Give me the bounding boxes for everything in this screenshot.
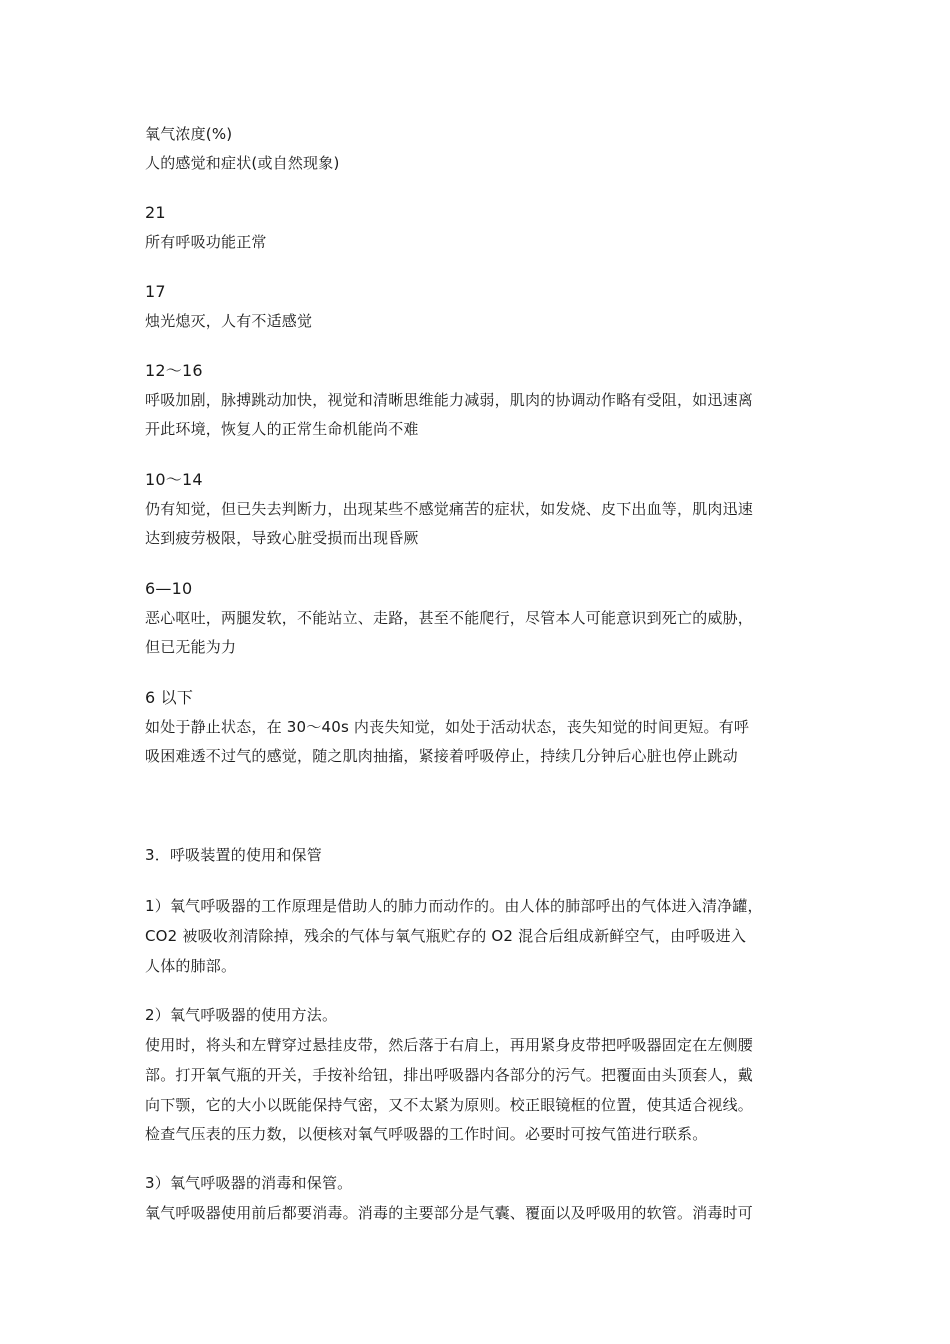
row-symptom: 烛光熄灭，人有不适感觉 <box>145 312 313 330</box>
row-symptom-line: 开此环境，恢复人的正常生命机能尚不难 <box>145 420 419 438</box>
subsection-title: 2）氧气呼吸器的使用方法。 <box>145 1006 338 1024</box>
row-concentration: 6—10 <box>145 579 193 598</box>
row-concentration: 10～14 <box>145 470 203 489</box>
row-symptom-line: 仍有知觉，但已失去判断力，出现某些不感觉痛苦的症状，如发烧、皮下出血等，肌肉迅速 <box>145 500 754 518</box>
row-symptom-line: 呼吸加剧，脉搏跳动加快，视觉和清晰思维能力减弱，肌肉的协调动作略有受阻，如迅速离 <box>145 391 754 409</box>
subsection-title: 3）氧气呼吸器的消毒和保管。 <box>145 1174 353 1192</box>
paragraph-line: 检查气压表的压力数，以便核对氧气呼吸器的工作时间。必要时可按气笛进行联系。 <box>145 1125 708 1143</box>
row-symptom-line: 吸困难透不过气的感觉，随之肌肉抽搐，紧接着呼吸停止，持续几分钟后心脏也停止跳动 <box>145 747 738 765</box>
row-concentration: 21 <box>145 203 166 222</box>
paragraph-line: 人体的肺部。 <box>145 957 237 975</box>
row-concentration: 12～16 <box>145 361 203 380</box>
row-symptom-line: 恶心呕吐，两腿发软，不能站立、走路，甚至不能爬行，尽管本人可能意识到死亡的威胁， <box>145 609 754 627</box>
row-concentration: 17 <box>145 282 166 301</box>
paragraph-line: 部。打开氧气瓶的开关，手按补给钮，排出呼吸器内各部分的污气。把覆面由头顶套人，戴 <box>145 1066 754 1084</box>
row-symptom: 所有呼吸功能正常 <box>145 233 267 251</box>
row-concentration: 6 以下 <box>145 688 194 707</box>
paragraph-line: 1）氧气呼吸器的工作原理是借助人的肺力而动作的。由人体的肺部呼出的气体进入清净罐， <box>145 897 763 915</box>
section-heading: 3．呼吸装置的使用和保管 <box>145 846 322 864</box>
paragraph-line: 氧气呼吸器使用前后都要消毒。消毒的主要部分是气囊、覆面以及呼吸用的软管。消毒时可 <box>145 1204 754 1222</box>
table-header-symptom: 人的感觉和症状(或自然现象) <box>145 154 340 172</box>
table-header-concentration: 氧气浓度(%) <box>145 125 233 143</box>
row-symptom-line: 但已无能为力 <box>145 638 237 656</box>
paragraph-line: CO2 被吸收剂清除掉，残余的气体与氧气瓶贮存的 O2 混合后组成新鲜空气，由呼吸进入 <box>145 927 747 945</box>
row-symptom-line: 如处于静止状态，在 30～40s 内丧失知觉，如处于活动状态，丧失知觉的时间更短。有呼 <box>145 718 750 736</box>
row-symptom-line: 达到疲劳极限，导致心脏受损而出现昏厥 <box>145 529 419 547</box>
paragraph-line: 向下颚，它的大小以既能保持气密，又不太紧为原则。校正眼镜框的位置，使其适合视线。 <box>145 1096 754 1114</box>
paragraph-line: 使用时，将头和左臂穿过悬挂皮带，然后落于右肩上，再用紧身皮带把呼吸器固定在左侧腰 <box>145 1036 754 1054</box>
